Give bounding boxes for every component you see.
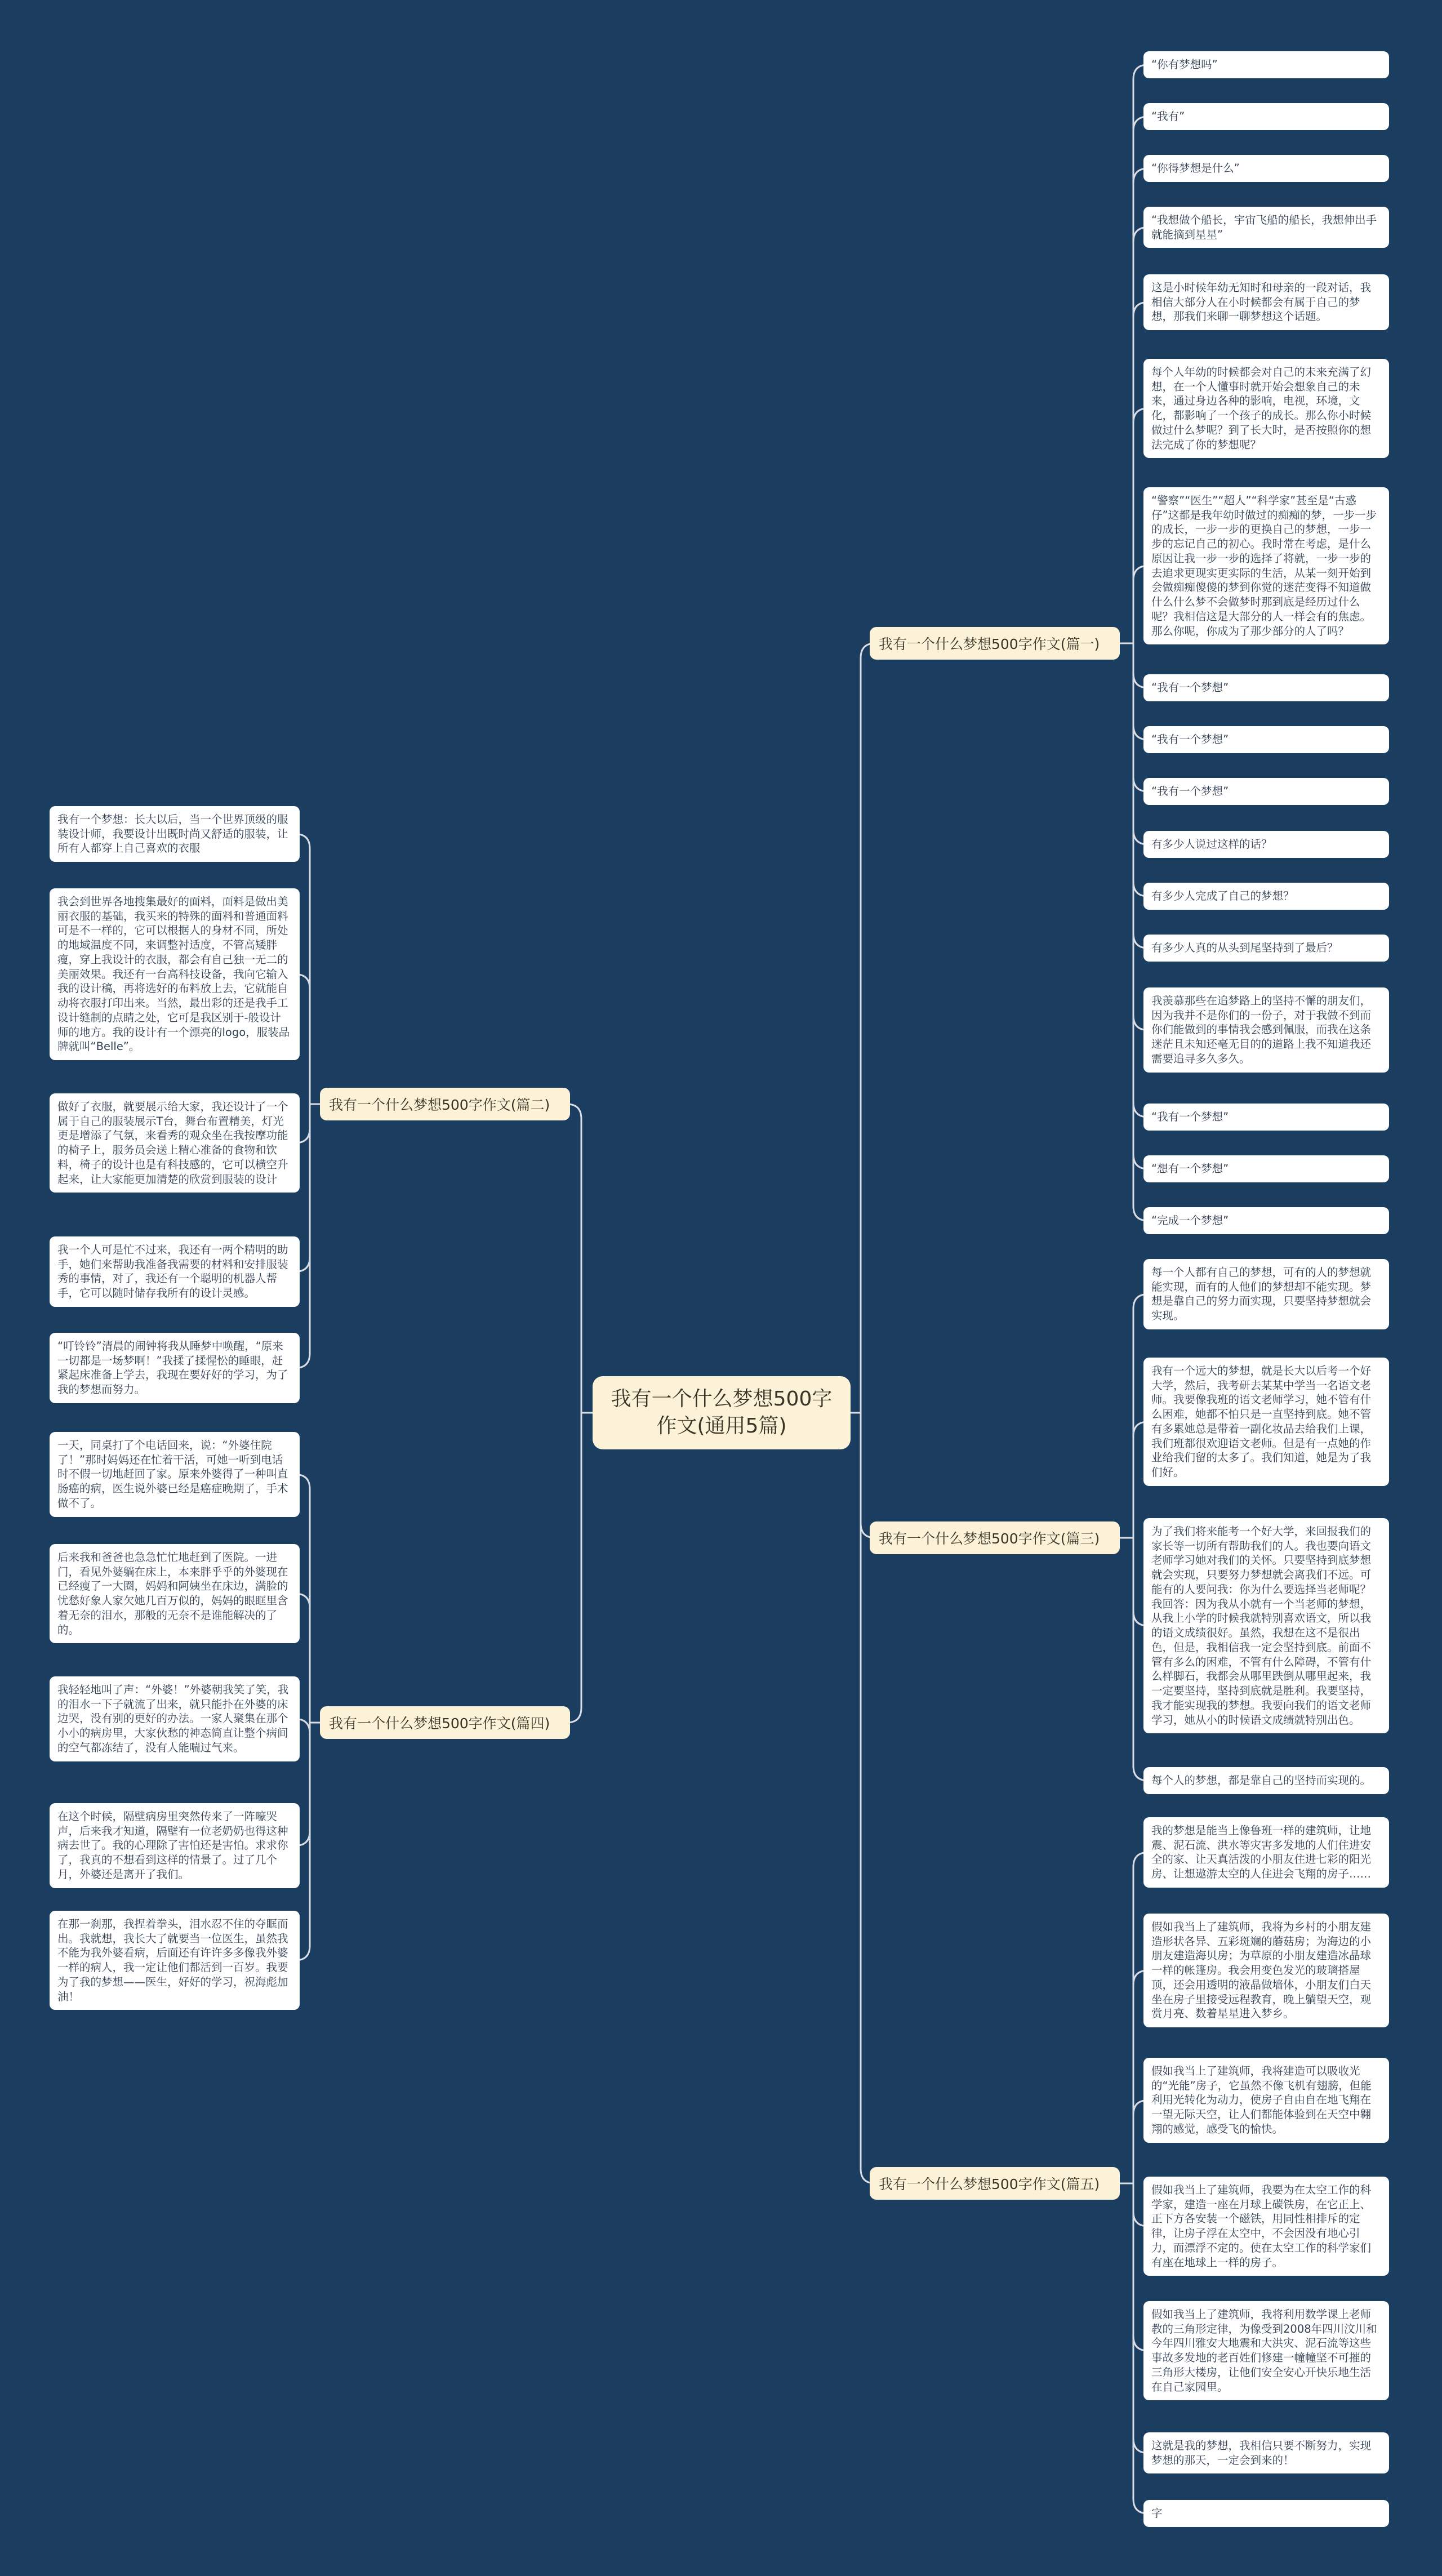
leaf-node[interactable]: 有多少人真的从头到尾坚持到了最后？	[1143, 935, 1389, 962]
leaf-node[interactable]: 这是小时候年幼无知时和母亲的一段对话，我相信大部分人在小时候都会有属于自己的梦想，那我们来聊一聊梦想这个话题。	[1143, 274, 1389, 330]
leaf-node[interactable]: 我一个人可是忙不过来，我还有一两个精明的助手，她们来帮助我准备我需要的材料和安排服装秀的事情，对了，我还有一个聪明的机器人帮手，它可以随时储存我所有的设计灵感。	[50, 1236, 300, 1307]
leaf-node[interactable]: 为了我们将来能考一个好大学，来回报我们的家长等一切所有帮助我们的人。我也要向语文老师学习她对我们的关怀。只要坚持到底梦想就会实现，只要努力梦想就会离我们不远。可能有的人要问我：你为什么要选择当老师呢？我回答：因为我从小就有一个当老师的梦想，从我上小学的时候我就特别喜欢语文，所以我的语文成绩很好。虽然，我想在这不是很出色，但是，我相信我一定会坚持到底。前面不管有多么的困难，不管有什么障碍，不管有什么样脚石，我都会从哪里跌倒从哪里起来，我一定要坚持，坚持到底就是胜利。我要坚持，我才能实现我的梦想。我要向我们的语文老师学习，她从小的时候语文成绩就特别出色。	[1143, 1518, 1389, 1733]
leaf-node[interactable]: 我有一个梦想：长大以后，当一个世界顶级的服装设计师，我要设计出既时尚又舒适的服装，让所有人都穿上自己喜欢的衣服	[50, 806, 300, 862]
leaf-node[interactable]: 我有一个远大的梦想，就是长大以后考一个好大学，然后，我考研去某某中学当一名语文老师。我要像我班的语文老师学习，她不管有什么困难，她都不怕只是一直坚持到底。她不管有多累她总是带着一副化妆品去给我们上课，我们班都很欢迎语文老师。但是有一点她的作业给我们留的太多了。我们知道，她是为了我们好。	[1143, 1358, 1389, 1486]
leaf-node[interactable]: 每个人的梦想，都是靠自己的坚持而实现的。	[1143, 1767, 1389, 1794]
branch-label: 我有一个什么梦想500字作文(篇三)	[879, 1531, 1100, 1547]
leaf-node[interactable]: 有多少人完成了自己的梦想？	[1143, 883, 1389, 910]
leaf-node[interactable]: “我有一个梦想”	[1143, 1104, 1389, 1131]
leaf-node[interactable]: “我想做个船长，宇宙飞船的船长，我想伸出手就能摘到星星”	[1143, 207, 1389, 248]
leaf-node[interactable]: “警察”“医生”“超人”“科学家”甚至是“古惑仔”这都是我年幼时做过的痴痴的梦，一步一步的成长，一步一步的更换自己的梦想，一步一步的忘记自己的初心。我时常在考虑，是什么原因让我一步一步的选择了将就，一步一步的去追求更现实更实际的生活，从某一刻开始到会做痴痴傻傻的梦到你觉的迷茫变得不知道做什么什么梦不会做梦时那到底是经历过什么呢？我相信这是大部分的人一样会有的焦虑。那么你呢，你成为了那少部分的人了吗？	[1143, 487, 1389, 644]
leaf-node[interactable]: 假如我当上了建筑师，我要为在太空工作的科学家，建造一座在月球上碳铁房，在它正上、正下方各安装一个磁铁，用同性相排斥的定律，让房子浮在太空中，不会因没有地心引力，而漂浮不定的。使在太空工作的科学家们有座在地球上一样的房子。	[1143, 2177, 1389, 2276]
leaf-node[interactable]: 做好了衣服，就要展示给大家，我还设计了一个属于自己的服装展示T台，舞台布置精美，灯光更是增添了气氛，来看秀的观众坐在我按摩功能的椅子上，服务员会送上精心准备的食物和饮料，椅子的设计也是有科技感的，它可以横空升起来，让大家能更加清楚的欣赏到服装的设计	[50, 1093, 300, 1193]
leaf-node[interactable]: “完成一个梦想”	[1143, 1207, 1389, 1234]
leaf-node[interactable]: 我会到世界各地搜集最好的面料，面料是做出美丽衣服的基础，我买来的特殊的面料和普通面料可是不一样的，它可以根据人的身材不同，所处的地域温度不同，来调整衬适度，不管高矮胖瘦，穿上我设计的衣服，都会有自己独一无二的美丽效果。我还有一台高科技设备，我向它输入我的设计稿，再将选好的布料放上去，它就能自动将衣服打印出来。当然，最出彩的还是我手工设计缝制的点睛之处，它可是我区别于-般设计师的地方。我的设计有一个漂亮的logo，服装品牌就叫“Belle”。	[50, 888, 300, 1060]
leaf-node[interactable]: “想有一个梦想”	[1143, 1155, 1389, 1182]
branch-label: 我有一个什么梦想500字作文(篇五)	[879, 2176, 1100, 2192]
branch-label: 我有一个什么梦想500字作文(篇四)	[329, 1715, 550, 1732]
leaf-node[interactable]: 字	[1143, 2500, 1389, 2527]
leaf-node[interactable]: “我有一个梦想”	[1143, 726, 1389, 753]
leaf-node[interactable]: 假如我当上了建筑师，我将建造可以吸收光的“光能”房子，它虽然不像飞机有翅膀，但能利用光转化为动力，使房子自由自在地飞翔在一望无际天空，让人们都能体验到在天空中翱翔的感觉，感受飞的愉快。	[1143, 2058, 1389, 2143]
leaf-node[interactable]: 假如我当上了建筑师，我将为乡村的小朋友建造形状各异、五彩斑斓的蘑菇房；为海边的小朋友建造海贝房；为草原的小朋友建造冰晶球一样的帐篷房。我会用变色发光的玻璃搭屋顶，还会用透明的液晶做墙体，小朋友们白天坐在房子里接受远程教育，晚上躺望天空，观赏月亮、数着星星进入梦乡。	[1143, 1914, 1389, 2027]
branch-node[interactable]	[320, 1706, 570, 1739]
leaf-node[interactable]: “我有一个梦想”	[1143, 674, 1389, 701]
leaf-node[interactable]: “你得梦想是什么”	[1143, 155, 1389, 182]
leaf-node[interactable]: 假如我当上了建筑师，我将利用数学课上老师教的三角形定律，为像受到2008年四川汶川和今年四川雅安大地震和大洪灾、泥石流等这些事故多发地的老百姓们修建一幢幢坚不可摧的三角形大楼房，让他们安全安心开快乐地生活在自己家园里。	[1143, 2301, 1389, 2400]
branch-node[interactable]	[320, 1088, 570, 1120]
leaf-node[interactable]: 每个人年幼的时候都会对自己的未来充满了幻想，在一个人懂事时就开始会想象自己的未来，通过身边各种的影响，电视，环境，文化，都影响了一个孩子的成长。那么你小时候做过什么梦呢？到了长大时，是否按照你的想法完成了你的梦想呢？	[1143, 359, 1389, 458]
leaf-node[interactable]: 有多少人说过这样的话？	[1143, 831, 1389, 858]
leaf-node[interactable]: 我轻轻地叫了声：“外婆！”外婆朝我笑了笑，我的泪水一下子就流了出来，就只能扑在外婆的床边哭，没有别的更好的办法。一家人聚集在那个小小的病房里，大家伙愁的神态简直让整个病间的空气都冻结了，没有人能喘过气来。	[50, 1676, 300, 1761]
leaf-node[interactable]: “叮铃铃”清晨的闹钟将我从睡梦中唤醒，“原来一切都是一场梦啊！”我揉了揉惺忪的睡眼，赶紧起床准备上学去，我现在要好好的学习，为了我的梦想而努力。	[50, 1333, 300, 1403]
branch-node[interactable]	[870, 1521, 1120, 1554]
branch-node[interactable]	[870, 2167, 1120, 2200]
root-title: 我有一个什么梦想500字作文(通用5篇)	[611, 1387, 833, 1438]
branch-label: 我有一个什么梦想500字作文(篇二)	[329, 1097, 550, 1113]
leaf-node[interactable]: 在这个时候，隔壁病房里突然传来了一阵嚎哭声，后来我才知道，隔壁有一位老奶奶也得这种病去世了。我的心理除了害怕还是害怕。求求你了，我真的不想看到这样的情景了。过了几个月，外婆还是离开了我们。	[50, 1803, 300, 1888]
leaf-node[interactable]: 每一个人都有自己的梦想，可有的人的梦想就能实现，而有的人他们的梦想却不能实现。梦想是靠自己的努力而实现，只要坚持梦想就会实现。	[1143, 1259, 1389, 1329]
leaf-node[interactable]: 我的梦想是能当上像鲁班一样的建筑师，让地震、泥石流、洪水等灾害多发地的人们住进安全的家、让天真活泼的小朋友住进七彩的阳光房、让想遨游太空的人住进会飞翔的房子……	[1143, 1817, 1389, 1888]
branch-label: 我有一个什么梦想500字作文(篇一)	[879, 636, 1100, 652]
leaf-node[interactable]: “我有一个梦想”	[1143, 778, 1389, 805]
leaf-node[interactable]: 这就是我的梦想，我相信只要不断努力，实现梦想的那天，一定会到来的！	[1143, 2432, 1389, 2473]
leaf-node[interactable]: 后来我和爸爸也急急忙忙地赶到了医院。一进门，看见外婆躺在床上，本来胖乎乎的外婆现在已经瘦了一大圈，妈妈和阿姨坐在床边，满脸的忧愁好象人家欠她几百万似的，妈妈的眼眶里含着无奈的泪水，那般的无奈不是谁能解决的了的。	[50, 1544, 300, 1643]
root-node[interactable]	[593, 1376, 851, 1449]
leaf-node[interactable]: “你有梦想吗”	[1143, 51, 1389, 78]
leaf-node[interactable]: 我羡慕那些在追梦路上的坚持不懈的朋友们，因为我并不是你们的一份子，对于我做不到而你们能做到的事情我会感到佩服，而我在这条迷茫且未知还毫无目的的道路上我不知道我还需要追寻多久多久。	[1143, 987, 1389, 1073]
leaf-node[interactable]: “我有”	[1143, 103, 1389, 130]
branch-node[interactable]	[870, 627, 1120, 660]
leaf-node[interactable]: 一天，同桌打了个电话回来，说：“外婆住院了！”那时妈妈还在忙着干活，可她一听到电话时不假一切地赶回了家。原来外婆得了一种叫直肠癌的病，医生说外婆已经是癌症晚期了，手术做不了。	[50, 1432, 300, 1517]
leaf-node[interactable]: 在那一刹那，我捏着拳头，泪水忍不住的夺眶而出。我就想，我长大了就要当一位医生，虽然我不能为我外婆看病，后面还有许许多多像我外婆一样的病人，我一定让他们都活到一百岁。我要为了我的梦想——医生，好好的学习，祝海彪加油！	[50, 1911, 300, 2010]
